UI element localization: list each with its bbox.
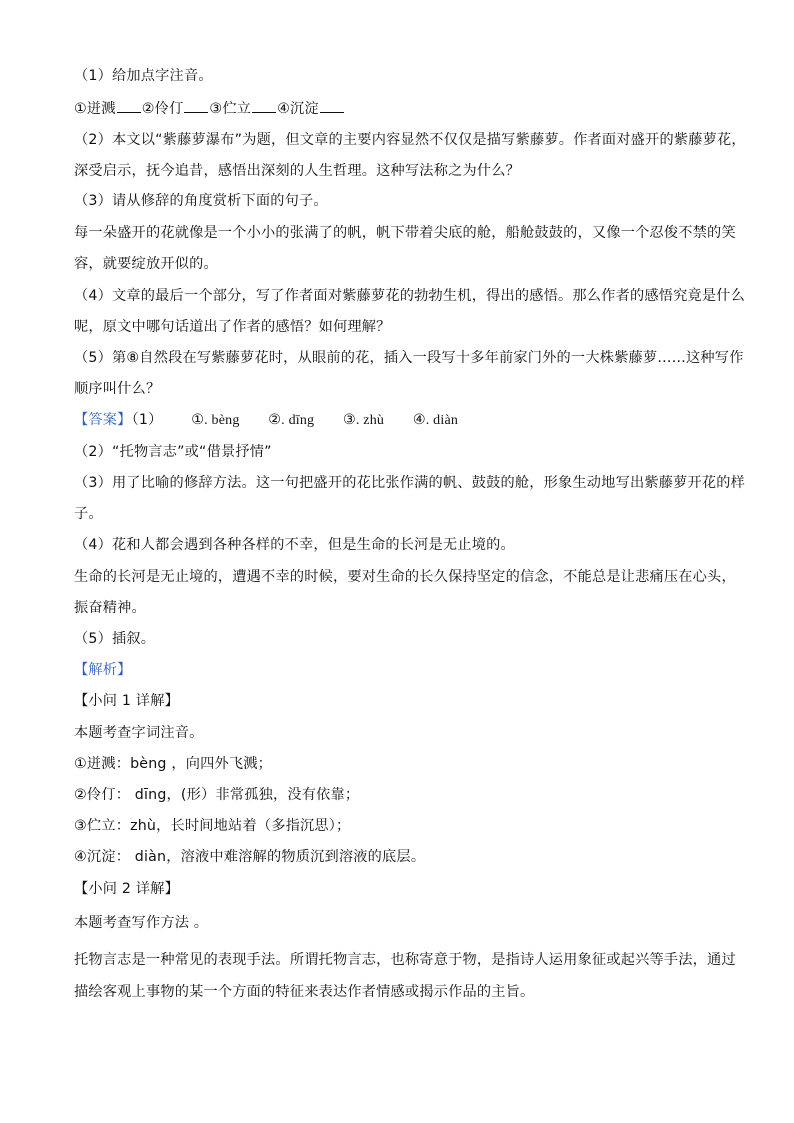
question-5-line-1: （5）第⑧自然段在写紫藤萝花时，从眼前的花，插入一段写十多年前家门外的一大株紫藤萝……这种写作: [74, 350, 744, 366]
question-1-options: [74, 98, 345, 119]
answer-item-3: ③. zhù: [342, 412, 385, 428]
subquestion-1-heading: 【小问 1 详解】: [74, 693, 179, 709]
option-4: ④沉淀: [277, 101, 319, 117]
answer-4-line-2: 生命的长河是无止境的，遭遇不幸的时候，要对生命的长久保持坚定的信念，不能总是让悲痛压在心头，: [74, 569, 736, 585]
subquestion-2-intro: 本题考查写作方法 。: [74, 915, 209, 931]
subquestion-2-line-1: 托物言志是一种常见的表现手法。所谓托物言志，也称寄意于物，是指诗人运用象征或起兴等手法，通过: [74, 952, 736, 968]
answer-4-line-3: 振奋精神。: [74, 600, 146, 616]
answer-item-2: ②. dīng: [268, 412, 315, 428]
subquestion-1-line-4: ④沉淀： diàn，溶液中难溶解的物质沉到溶液的底层。: [74, 849, 426, 865]
question-2-line-2: 深受启示，抚今追昔，感悟出深刻的人生哲理。这种写法称之为什么？: [74, 163, 521, 179]
answer-item-4: ④. diàn: [412, 412, 459, 428]
analysis-tag: 【解析】: [74, 662, 132, 678]
question-3: （3）请从修辞的角度赏析下面的句子。: [74, 193, 328, 209]
answer-tag: 【答案】: [74, 412, 132, 428]
subquestion-2-heading: 【小问 2 详解】: [74, 881, 179, 897]
answer-item-1: ①. bèng: [191, 412, 240, 428]
question-3-sentence-line-1: 每一朵盛开的花就像是一个小小的张满了的帆，帆下带着尖底的舱，船舱鼓鼓的，又像一个忍俊不禁的笑: [74, 225, 736, 241]
answer-4: （4）花和人都会遇到各种各样的不幸，但是生命的长河是无止境的。: [74, 537, 515, 553]
blank-2[interactable]: [184, 98, 208, 113]
option-3: ③伫立: [209, 101, 252, 117]
question-4-line-2: 呢，原文中哪句话道出了作者的感悟？如何理解？: [74, 319, 391, 335]
subquestion-1-line-1: ①迸溅：bèng ，向四外飞溅；: [74, 756, 273, 772]
question-1: （1）给加点字注音。: [74, 68, 213, 84]
answer-5: （5）插叙。: [74, 631, 156, 647]
blank-4[interactable]: [320, 98, 344, 113]
question-4-line-1: （4）文章的最后一个部分，写了作者面对紫藤萝花的勃勃生机，得出的感悟。那么作者的感悟究竟是什么: [74, 288, 746, 304]
answer-3-line-1: （3）用了比喻的修辞方法。这一句把盛开的花比张作满的帆、鼓鼓的舱，形象生动地写出紫藤萝开花的样: [74, 475, 746, 491]
subquestion-1-intro: 本题考查字词注音。: [74, 725, 204, 741]
answer-2: （2）“托物言志”或“借景抒情”: [74, 444, 272, 460]
subquestion-1-line-2: ②伶仃： dīng，(形）非常孤独，没有依靠；: [74, 787, 360, 803]
question-5-line-2: 顺序叫什么？: [74, 381, 161, 397]
blank-3[interactable]: [252, 98, 276, 113]
subquestion-2-line-2: 描绘客观上事物的某一个方面的特征来表达作者情感或揭示作品的主旨。: [74, 984, 535, 1000]
option-1: ①迸溅: [74, 101, 116, 117]
answer-line-1: [74, 410, 458, 431]
answer-3-line-2: 子。: [74, 506, 103, 522]
question-2-line-1: （2）本文以“紫藤萝瀑布”为题，但文章的主要内容显然不仅仅是描写紫藤萝。作者面对盛开的紫藤萝花，: [74, 132, 746, 148]
question-3-sentence-line-2: 容，就要绽放开似的。: [74, 256, 218, 272]
answer-prefix: （1）: [131, 412, 163, 428]
blank-1[interactable]: [117, 98, 141, 113]
subquestion-1-line-3: ③伫立：zhù，长时间地站着（多指沉思）；: [74, 818, 351, 834]
option-2: ②伶仃: [141, 101, 184, 117]
